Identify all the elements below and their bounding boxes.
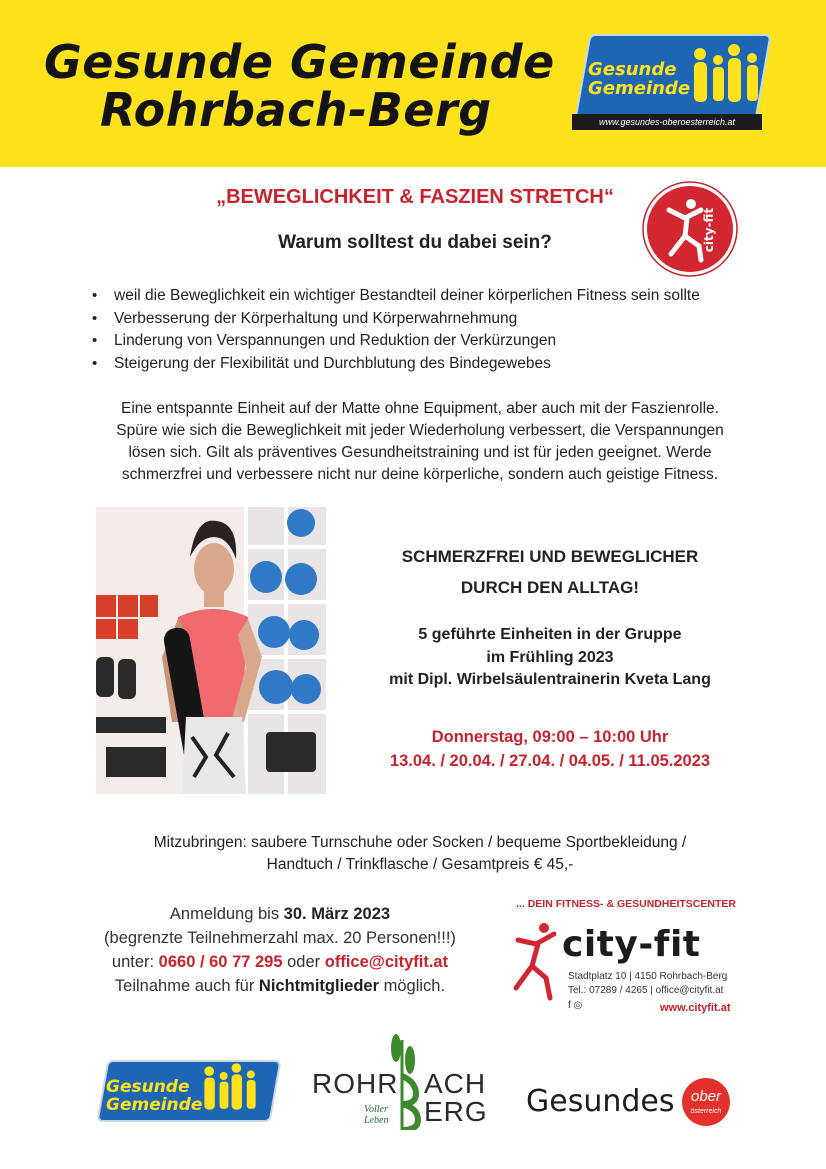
logo-text-line2: Gemeinde: [106, 1095, 203, 1115]
logo-text-line2: Gemeinde: [588, 78, 691, 99]
bring-line: Mitzubringen: saubere Turnschuhe oder Socken / bequeme Sportbekleidung /: [153, 834, 687, 851]
benefits-list: [92, 285, 700, 375]
participant-limit: (begrenzte Teilnehmerzahl max. 20 Personen!!!): [104, 929, 456, 947]
email-address: office@cityfit.at: [324, 953, 449, 971]
schedule-dates: 13.04. / 20.04. / 27.04. / 04.05. / 11.05.2023: [389, 752, 711, 770]
participation-note: [70, 974, 490, 998]
event-details: [350, 624, 750, 692]
address-line: Stadtplatz 10 | 4150 Rohrbach-Berg: [568, 971, 728, 982]
registration-deadline: [70, 902, 490, 926]
gesundes-text: Gesundes: [526, 1084, 675, 1119]
description-line: Spüre wie sich die Beweglichkeit mit jeder Wiederholung verbessert, die Verspannungen: [116, 422, 724, 439]
logo-text-line1: Gesunde: [106, 1077, 190, 1097]
registration-info: [70, 902, 490, 998]
event-schedule: [350, 725, 750, 773]
cityfit-tagline: ... DEIN FITNESS- & GESUNDHEITSCENTER: [516, 898, 736, 910]
details-line: mit Dipl. Wirbelsäulentrainerin Kveta Lang: [389, 671, 711, 688]
family-icon: [196, 1060, 264, 1116]
cityfit-website[interactable]: www.cityfit.at: [660, 1002, 731, 1014]
trainer-photo-illustration: [96, 507, 326, 794]
participation-suffix: möglich.: [379, 977, 446, 995]
headline-line: DURCH DEN ALLTAG!: [460, 578, 640, 597]
header-banner: [0, 0, 826, 167]
page-title: [44, 35, 555, 137]
participation-bold: Nichtmitglieder: [258, 977, 380, 995]
schedule-time: Donnerstag, 09:00 – 10:00 Uhr: [431, 728, 669, 746]
family-icon: [690, 40, 762, 110]
cityfit-name: city-fit: [562, 924, 701, 965]
logo-text: [106, 1078, 202, 1114]
rohrbach-berg-logo: [312, 1030, 492, 1130]
rohrbach-tagline: [364, 1104, 388, 1126]
logo-text-line1: Gesunde: [588, 59, 677, 80]
bring-line: Handtuch / Trinkflasche / Gesamtpreis € 45,-: [266, 856, 574, 873]
description-paragraph: [90, 398, 750, 486]
gesundes-oberoesterreich-logo: [526, 1074, 736, 1134]
tagline-line: Voller: [364, 1104, 388, 1115]
event-subtitle: Warum solltest du dabei sein?: [278, 232, 552, 253]
cityfit-address: [568, 970, 727, 998]
description-line: Eine entspannte Einheit auf der Matte ohne Equipment, aber auch mit der Faszienrolle.: [121, 400, 719, 417]
contact-prefix: unter:: [111, 953, 159, 971]
description-line: lösen sich. Gilt als präventives Gesundheitstraining und ist für jeden geeignet. Werde: [128, 444, 712, 461]
registration-contact: [70, 950, 490, 974]
details-line: 5 geführte Einheiten in der Gruppe: [418, 626, 682, 643]
contact-mid: oder: [282, 953, 325, 971]
event-title: „BEWEGLICHKEIT & FASZIEN STRETCH“: [216, 186, 614, 208]
event-headline: [350, 541, 750, 603]
deadline-date: 30. März 2023: [283, 905, 391, 923]
rohrbach-right-bottom: ERG: [424, 1096, 488, 1127]
rohrbach-left: ROHR: [312, 1068, 399, 1099]
contact-line: Tel.: 07289 / 4265 | office@cityfit.at: [568, 985, 724, 996]
tagline-line: Leben: [364, 1115, 389, 1126]
cityfit-logo: [510, 918, 750, 1013]
social-icons[interactable]: f ◎: [568, 1000, 583, 1011]
phone-number: 0660 / 60 77 295: [158, 953, 283, 971]
circle-logo-text: city-fit: [702, 207, 716, 253]
trainer-photo: [96, 507, 326, 794]
circle-top-text: ober: [690, 1088, 722, 1105]
runner-icon: [510, 918, 566, 1008]
gesunde-gemeinde-logo-bottom: [92, 1056, 292, 1126]
description-line: schmerzfrei und verbessere nicht nur deine körperliche, sondern auch geistige Fitness.: [121, 466, 719, 483]
list-item: • Verbesserung der Körperhaltung und Körperwahrnehmung: [92, 308, 700, 331]
title-line-2: Rohrbach-Berg: [100, 83, 492, 137]
participation-prefix: Teilnahme auch für: [114, 977, 259, 995]
list-item: • Linderung von Verspannungen und Reduktion der Verkürzungen: [92, 330, 700, 353]
circle-bottom-text: österreich: [690, 1108, 722, 1115]
ober-circle: [682, 1078, 730, 1126]
gesunde-gemeinde-logo: [572, 30, 772, 130]
headline-line: SCHMERZFREI UND BEWEGLICHER: [401, 547, 699, 566]
cityfit-circle-logo: [641, 180, 739, 278]
bring-along-text: [90, 832, 750, 876]
list-item: • Steigerung der Flexibilität und Durchblutung des Bindegewebes: [92, 353, 700, 376]
details-line: im Frühling 2023: [486, 648, 614, 666]
title-line-1: Gesunde Gemeinde: [44, 35, 555, 89]
rohrbach-right-top: ACH: [424, 1068, 487, 1099]
logo-url: www.gesundes-oberoesterreich.at: [572, 114, 762, 130]
list-item: • weil die Beweglichkeit ein wichtiger Bestandteil deiner körperlichen Fitness sein sollte: [92, 285, 700, 308]
deadline-prefix: Anmeldung bis: [169, 905, 284, 923]
logo-text: [588, 60, 690, 98]
